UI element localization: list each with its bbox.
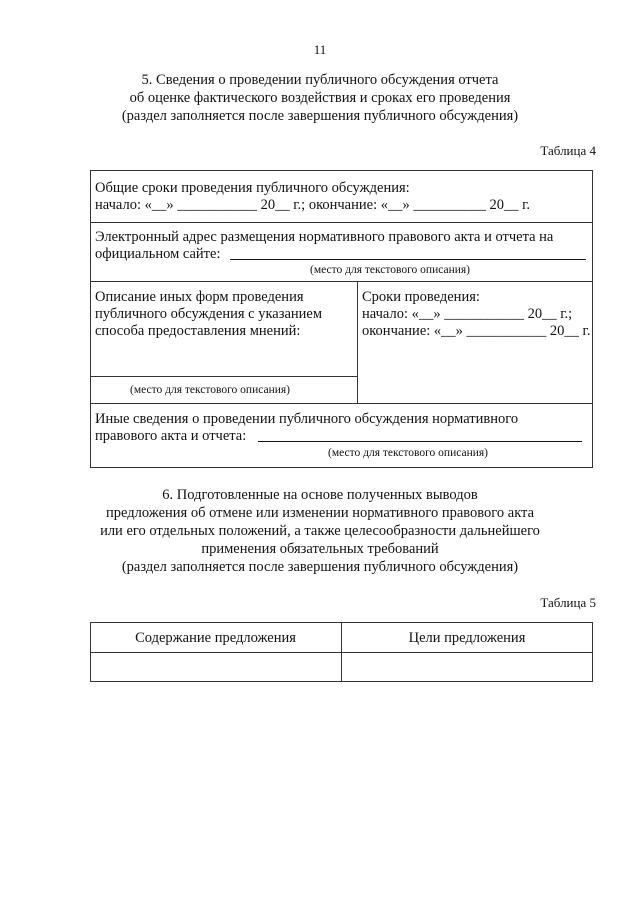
section6-heading-subtitle: (раздел заполняется после завершения публичного обсуждения)	[121, 559, 519, 575]
table4-other-info-label-cont: правового акта и отчета:	[95, 428, 247, 444]
table5-cell-content[interactable]	[91, 653, 340, 681]
table4-label: Таблица 4	[540, 143, 596, 158]
table5-header-content: Содержание предложения	[135, 630, 296, 646]
table5-header-goals: Цели предложения	[408, 630, 526, 646]
table4-divider	[90, 403, 593, 404]
table4-dates-label: Сроки проведения:	[362, 289, 480, 305]
section5-heading-line1: 5. Сведения о проведении публичного обсуждения отчета	[141, 72, 499, 88]
table4-dates-start: начало: «__» ___________ 20__ г.;	[362, 306, 573, 322]
table4-other-forms-label-cont: публичного обсуждения с указанием	[95, 306, 323, 322]
table4-electronic-address-field[interactable]	[230, 247, 586, 260]
table4-other-forms-label-cont: способа предоставления мнений:	[95, 323, 301, 339]
table4-electronic-address-label: Электронный адрес размещения нормативного правового акта и отчета на	[95, 229, 554, 245]
table4-hint-divider	[90, 376, 357, 377]
table4-row4-hint: (место для текстового описания)	[328, 447, 489, 459]
section6-heading-line2: предложения об отмене или изменении нормативного правового акта	[105, 505, 535, 521]
section5-heading-subtitle: (раздел заполняется после завершения публичного обсуждения)	[121, 108, 519, 124]
table4-dates-end: окончание: «__» ___________ 20__ г.	[362, 323, 591, 339]
table4-general-dates-label: Общие сроки проведения публичного обсуждения:	[95, 180, 410, 196]
table4-divider	[90, 281, 593, 282]
table4-other-info-label: Иные сведения о проведении публичного обсуждения нормативного	[95, 411, 519, 427]
table4-divider	[90, 222, 593, 223]
table4-row3-hint: (место для текстового описания)	[130, 384, 291, 396]
section5-heading-line2: об оценке фактического воздействия и сроках его проведения	[129, 90, 511, 106]
section6-heading-line1: 6. Подготовленные на основе полученных выводов	[162, 487, 478, 503]
table4-general-dates-fields: начало: «__» ___________ 20__ г.; окончание: «__» __________ 20__ г.	[95, 197, 531, 213]
table5-label: Таблица 5	[540, 595, 596, 610]
table4-other-forms-label: Описание иных форм проведения	[95, 289, 304, 305]
table4-other-info-field[interactable]	[258, 429, 582, 442]
page-number: 11	[313, 42, 327, 57]
section6-heading-line3: или его отдельных положений, а также целесообразности дальнейшего	[100, 523, 540, 539]
table4-row2-hint: (место для текстового описания)	[310, 264, 471, 276]
table5-cell-goals[interactable]	[342, 653, 592, 681]
table4-electronic-address-label-cont: официальном сайте:	[95, 246, 221, 262]
section6-heading-line4: применения обязательных требований	[201, 541, 439, 557]
table4-column-divider	[357, 281, 358, 403]
